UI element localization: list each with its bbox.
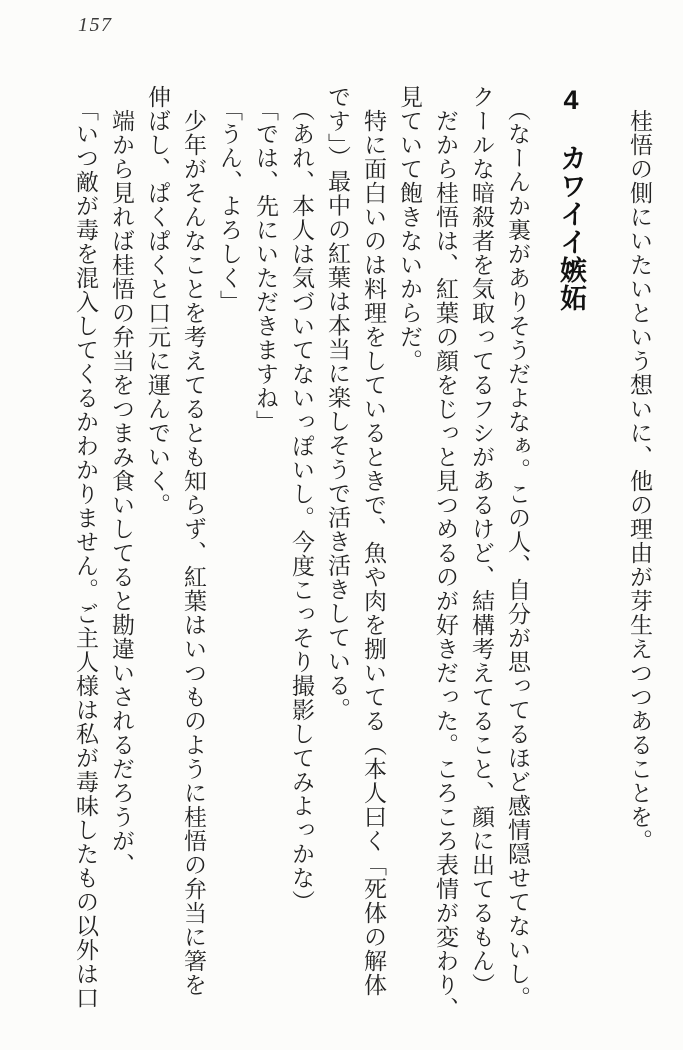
text-line: 「いつ敵が毒を混入してくるかわかりません。ご主人様は私が毒味したもの以外は口 — [73, 98, 98, 1010]
vertical-text-block — [67, 85, 657, 1025]
page-number: 157 — [78, 14, 113, 36]
text-line: だから桂悟は、紅葉の顔をじっと見つめるのが好きだった。ころころ表情が変わり、 — [433, 109, 458, 1021]
text-line: 「では、先にいただきますね」 — [253, 98, 278, 434]
chapter-heading: 4 カワイイ嫉妬 — [556, 85, 586, 312]
text-line: 少年がそんなことを考えてるとも知らず、紅葉はいつものように桂悟の弁当に箸を — [181, 109, 206, 997]
text-line: 端から見れば桂悟の弁当をつまみ食いしてると勘違いされるだろうが、 — [109, 109, 134, 877]
text-line: 桂悟の側にいたいという想いに、他の理由が芽生えつつあることを。 — [627, 109, 652, 853]
text-line: 「うん、よろしく」 — [217, 98, 242, 314]
text-line: です」）最中の紅葉は本当に楽しそうで活き活きしている。 — [325, 85, 350, 722]
text-line: 見ていて飽きないからだ。 — [397, 85, 422, 373]
text-line: 伸ばし、ぱくぱくと口元に運んでいく。 — [145, 85, 170, 517]
text-line: （なーんか裏がありそうだよなぁ。この人、自分が思ってるほど感情隠せてないし。 — [505, 98, 530, 1010]
text-line: 特に面白いのは料理をしているときで、魚や肉を捌いてる（本人曰く「死体の解体 — [361, 109, 386, 997]
text-line: クールな暗殺者を気取ってるフシがあるけど、結構考えてること、顔に出てるもん） — [469, 85, 494, 997]
text-line: （あれ、本人は気づいてないっぽいし。今度こっそり撮影してみよっかな） — [289, 98, 314, 914]
